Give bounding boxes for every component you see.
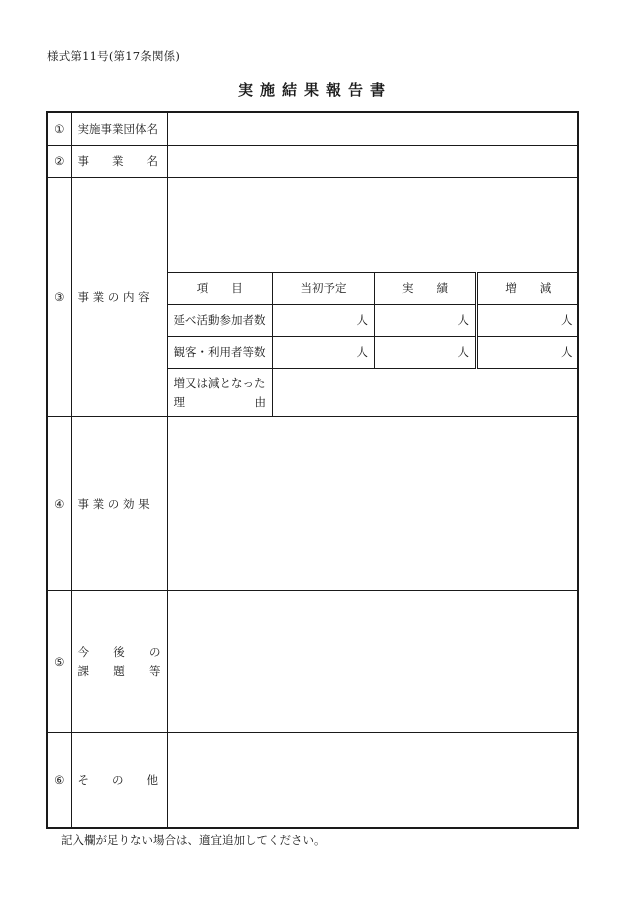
other-field[interactable] (167, 733, 578, 828)
project-name-field[interactable] (167, 145, 578, 177)
row-number: ③ (47, 177, 71, 417)
row-number: ④ (47, 417, 71, 591)
label-organization-name: 実施事業団体名 (71, 112, 167, 145)
label-char: 課 (77, 664, 89, 678)
row-number: ① (47, 112, 71, 145)
label-char: 題 (113, 664, 125, 678)
project-content-cell (167, 177, 578, 417)
actual-audience-field[interactable]: 人 (375, 336, 477, 368)
row-number: ⑤ (47, 591, 71, 733)
reason-label (168, 368, 273, 416)
planned-participants-field[interactable]: 人 (273, 304, 375, 336)
project-content-free-area[interactable] (168, 178, 578, 272)
table-row (168, 304, 579, 336)
form-number: 様式第11号(第17条関係) (47, 49, 181, 63)
item-participants: 延べ活動参加者数 (168, 304, 273, 336)
actual-participants-field[interactable]: 人 (375, 304, 477, 336)
difference-audience-field[interactable]: 人 (477, 336, 579, 368)
reason-field[interactable] (273, 368, 579, 416)
reason-label-char: 由 (254, 394, 266, 409)
label-other: そ の 他 (77, 772, 158, 787)
reason-label-line1: 増又は減となった (173, 375, 266, 390)
label-project-effect: 事 業 の 効 果 (77, 496, 150, 511)
row-project-effect (47, 417, 578, 591)
label-char: 等 (149, 664, 161, 678)
header-actual: 実 績 (375, 272, 477, 304)
row-project-name (47, 145, 578, 177)
row-other (47, 733, 578, 828)
report-form-table (46, 111, 579, 829)
future-issues-field[interactable] (167, 591, 578, 733)
label-char: の (149, 645, 161, 659)
label-char: 後 (113, 645, 125, 659)
reason-label-char: 理 (173, 394, 185, 409)
label-char: 今 (77, 645, 89, 659)
table-row (168, 368, 579, 416)
label-project-name: 事 業 名 (77, 154, 158, 168)
header-item: 項 目 (168, 272, 273, 304)
item-audience: 観客・利用者等数 (168, 336, 273, 368)
row-future-issues (47, 591, 578, 733)
row-number: ② (47, 145, 71, 177)
footnote: 記入欄が足りない場合は、適宜追加してください。 (61, 833, 326, 847)
label-project-content: 事 業 の 内 容 (77, 289, 150, 304)
difference-participants-field[interactable]: 人 (477, 304, 579, 336)
participants-table (168, 272, 579, 417)
planned-audience-field[interactable]: 人 (273, 336, 375, 368)
label-future-issues (71, 591, 167, 733)
row-project-content (47, 177, 578, 417)
participants-table-header (168, 272, 579, 304)
header-planned: 当初予定 (273, 272, 375, 304)
row-organization-name (47, 112, 578, 145)
table-row (168, 336, 579, 368)
document-title: 実施結果報告書 (237, 81, 392, 99)
project-effect-field[interactable] (167, 417, 578, 591)
organization-name-field[interactable] (167, 112, 578, 145)
row-number: ⑥ (47, 733, 71, 828)
header-difference: 増 減 (477, 272, 579, 304)
